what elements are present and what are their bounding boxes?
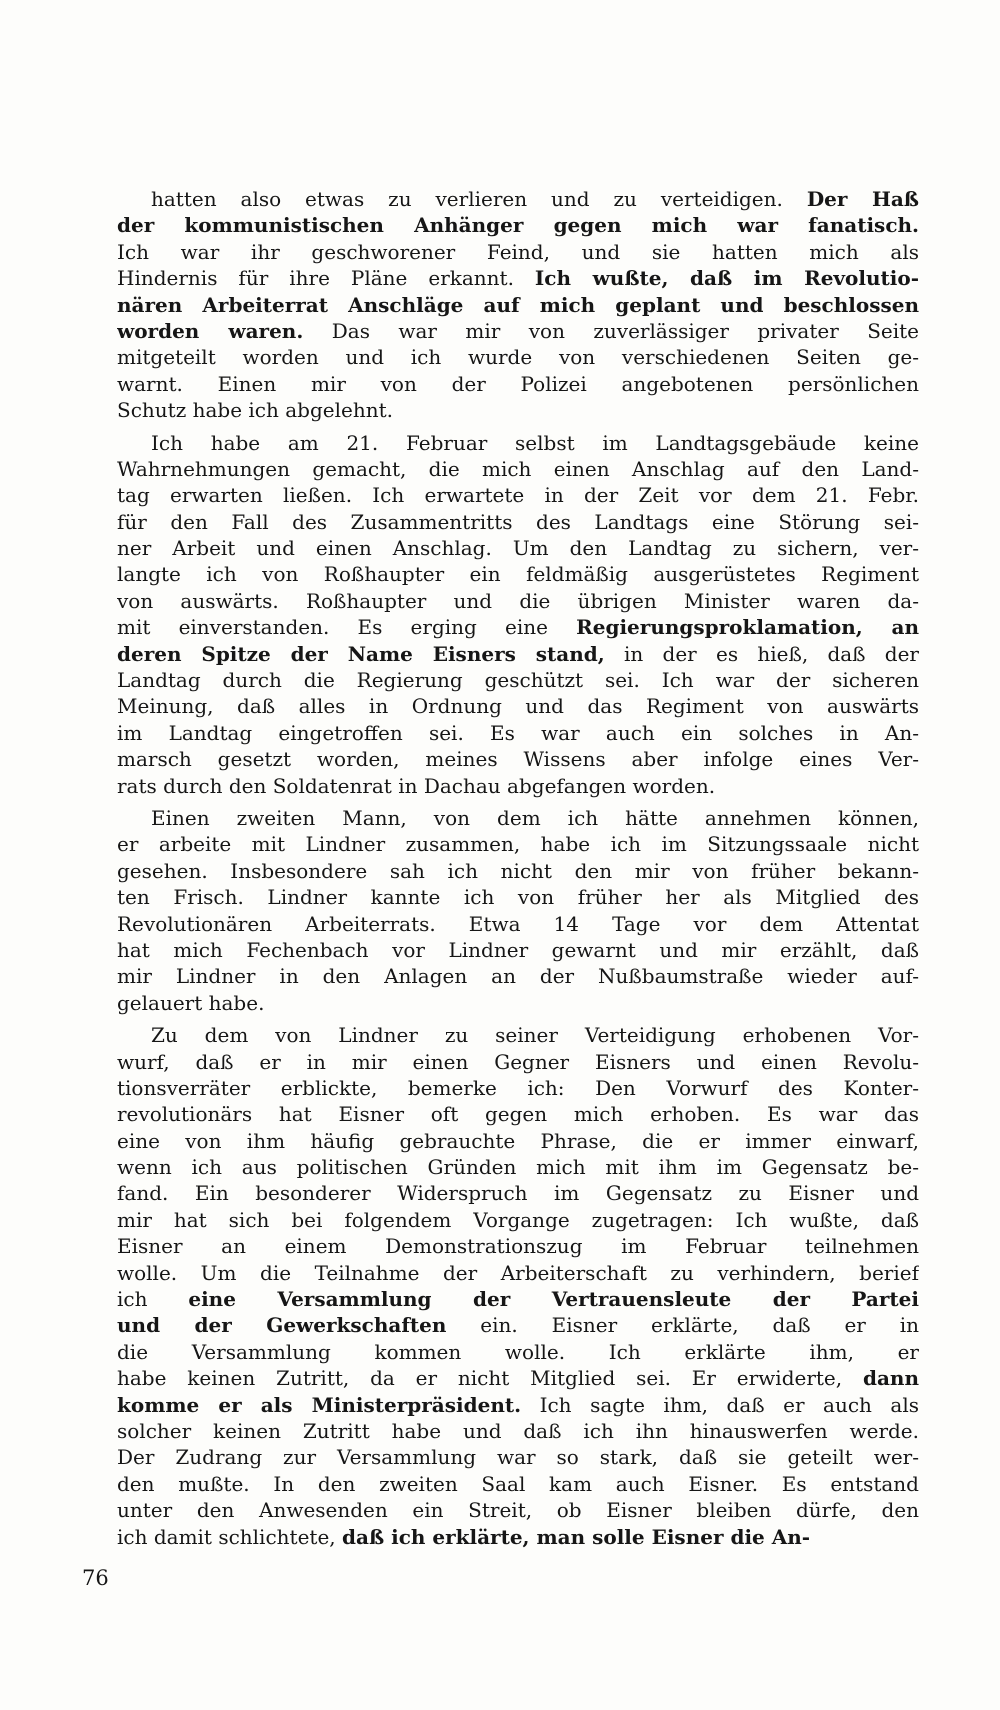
text-segment: Wahrnehmungen gemacht, die mich einen Anschlag auf den Land- xyxy=(117,456,919,481)
text-segment: Hindernis für ihre Pläne erkannt. xyxy=(117,266,535,291)
text-segment: Ich sagte ihm, daß er auch als xyxy=(521,1392,919,1417)
text-segment: revolutionärs hat Eisner oft gegen mich erhoben. Es war das xyxy=(117,1102,919,1127)
paragraph xyxy=(117,430,919,799)
text-line xyxy=(117,535,919,561)
emphasized-text: und der Gewerkschaften xyxy=(117,1313,447,1338)
text-line xyxy=(117,1154,919,1180)
text-segment: Das war mir von zuverlässiger privater Seite xyxy=(303,318,919,343)
text-line xyxy=(117,1418,919,1444)
text-segment: warnt. Einen mir von der Polizei angebotenen persönlichen xyxy=(117,371,919,396)
emphasized-text: komme er als Ministerpräsident. xyxy=(117,1392,522,1417)
text-line xyxy=(117,884,919,910)
text-segment: fand. Ein besonderer Widerspruch im Gegensatz zu Eisner und xyxy=(117,1181,919,1206)
text-line xyxy=(117,456,919,482)
text-line xyxy=(117,1524,919,1550)
text-line xyxy=(117,265,919,291)
text-line xyxy=(117,1207,919,1233)
text-segment: den mußte. In den zweiten Saal kam auch Eisner. Es entstand xyxy=(117,1471,919,1496)
text-segment: Ich war ihr geschworener Feind, und sie hatten mich als xyxy=(117,239,919,264)
emphasized-text: dann xyxy=(862,1366,919,1391)
text-line xyxy=(117,937,919,963)
text-segment: mitgeteilt worden und ich wurde von verschiedenen Seiten ge- xyxy=(117,345,919,370)
emphasized-text: worden waren. xyxy=(117,318,304,343)
text-segment: hat mich Fechenbach vor Lindner gewarnt und mir erzählt, daß xyxy=(117,937,919,962)
text-line xyxy=(117,831,919,857)
text-line xyxy=(117,1022,919,1048)
text-segment: ein. Eisner erklärte, daß er in xyxy=(446,1313,919,1338)
text-line xyxy=(117,1392,919,1418)
text-line xyxy=(117,1128,919,1154)
text-segment: er arbeite mit Lindner zusammen, habe ich im Sitzungssaale nicht xyxy=(117,832,919,857)
text-line xyxy=(117,1180,919,1206)
text-line xyxy=(117,1075,919,1101)
text-line xyxy=(117,186,919,212)
text-segment: tag erwarten ließen. Ich erwartete in der Zeit vor dem 21. Febr. xyxy=(117,483,919,508)
text-line xyxy=(117,720,919,746)
text-line xyxy=(117,212,919,238)
text-segment: gesehen. Insbesondere sah ich nicht den mir von früher bekann- xyxy=(117,858,919,883)
text-segment: ich xyxy=(117,1287,189,1312)
emphasized-text: daß ich erklärte, man solle Eisner die An- xyxy=(342,1524,811,1549)
text-line xyxy=(117,693,919,719)
text-line xyxy=(117,1101,919,1127)
text-line xyxy=(117,1049,919,1075)
text-line xyxy=(117,430,919,456)
emphasized-text: Regierungsproklamation, an xyxy=(576,615,919,640)
text-segment: eine von ihm häufig gebrauchte Phrase, die er immer einwarf, xyxy=(117,1128,919,1153)
text-line xyxy=(117,292,919,318)
paragraph xyxy=(117,805,919,1016)
text-line xyxy=(117,1339,919,1365)
text-line xyxy=(117,805,919,831)
text-segment: wolle. Um die Teilnahme der Arbeiterschaft zu verhindern, berief xyxy=(117,1260,919,1285)
text-segment: von auswärts. Roßhaupter und die übrigen Minister waren da- xyxy=(117,588,919,613)
text-segment: ner Arbeit und einen Anschlag. Um den Landtag zu sichern, ver- xyxy=(117,536,919,561)
text-segment: Zu dem von Lindner zu seiner Verteidigung erhobenen Vor- xyxy=(151,1023,919,1048)
text-segment: mir Lindner in den Anlagen an der Nußbaumstraße wieder auf- xyxy=(117,964,919,989)
text-segment: hatten also etwas zu verlieren und zu verteidigen. xyxy=(151,187,807,211)
text-line xyxy=(117,858,919,884)
text-segment: die Versammlung kommen wolle. Ich erklärte ihm, er xyxy=(117,1339,919,1364)
text-line xyxy=(117,1497,919,1523)
text-segment: ten Frisch. Lindner kannte ich von früher her als Mitglied des xyxy=(117,885,919,910)
text-line xyxy=(117,614,919,640)
text-segment: in der es hieß, daß der xyxy=(604,641,919,666)
text-line xyxy=(117,482,919,508)
text-line xyxy=(117,509,919,535)
text-line xyxy=(117,963,919,989)
text-segment: für den Fall des Zusammentritts des Landtags eine Störung sei- xyxy=(117,509,919,534)
text-segment: langte ich von Roßhaupter ein feldmäßig ausgerüstetes Regiment xyxy=(117,562,919,587)
emphasized-text: Ich wußte, daß im Revolutio- xyxy=(534,266,919,291)
paragraph xyxy=(117,186,919,424)
text-line xyxy=(117,588,919,614)
text-line xyxy=(117,746,919,772)
text-segment: Revolutionären Arbeiterrats. Etwa 14 Tage vor dem Attentat xyxy=(117,911,919,936)
text-line xyxy=(117,911,919,937)
text-segment: Eisner an einem Demonstrationszug im Februar teilnehmen xyxy=(117,1234,919,1259)
text-line xyxy=(117,641,919,667)
text-segment: Ich habe am 21. Februar selbst im Landtagsgebäude keine xyxy=(151,430,919,455)
text-segment: Landtag durch die Regierung geschützt sei. Ich war der sicheren xyxy=(117,668,919,693)
page-number: 76 xyxy=(82,1566,109,1590)
text-line xyxy=(117,1286,919,1312)
text-line xyxy=(117,773,919,799)
text-line xyxy=(117,318,919,344)
text-line xyxy=(117,561,919,587)
text-segment: Schutz habe ich abgelehnt. xyxy=(117,398,393,423)
emphasized-text: Der Haß xyxy=(806,187,919,211)
text-line xyxy=(117,1471,919,1497)
text-line xyxy=(117,371,919,397)
text-line xyxy=(117,1312,919,1338)
text-line xyxy=(117,667,919,693)
text-segment: Einen zweiten Mann, von dem ich hätte annehmen können, xyxy=(151,805,919,830)
emphasized-text: deren Spitze der Name Eisners stand, xyxy=(117,641,605,666)
text-segment: wurf, daß er in mir einen Gegner Eisners und einen Revolu- xyxy=(117,1049,919,1074)
text-segment: rats durch den Soldatenrat in Dachau abgefangen worden. xyxy=(117,773,716,798)
text-segment: Der Zudrang zur Versammlung war so stark, daß sie geteilt wer- xyxy=(117,1445,919,1470)
paragraph xyxy=(117,1022,919,1550)
text-segment: tionsverräter erblickte, bemerke ich: Den Vorwurf des Konter- xyxy=(117,1075,919,1100)
text-line xyxy=(117,990,919,1016)
text-segment: mit einverstanden. Es erging eine xyxy=(117,615,577,640)
emphasized-text: der kommunistischen Anhänger gegen mich war fanatisch. xyxy=(117,213,919,238)
text-line xyxy=(117,397,919,423)
text-segment: solcher keinen Zutritt habe und daß ich ihn hinauswerfen werde. xyxy=(117,1418,919,1443)
text-line xyxy=(117,1260,919,1286)
text-segment: unter den Anwesenden ein Streit, ob Eisner bleiben dürfe, den xyxy=(117,1498,919,1523)
text-segment: im Landtag eingetroffen sei. Es war auch ein solches in An- xyxy=(117,720,919,745)
body-text xyxy=(117,186,919,1550)
text-line xyxy=(117,1233,919,1259)
emphasized-text: eine Versammlung der Vertrauensleute der Partei xyxy=(188,1287,919,1312)
text-segment: mir hat sich bei folgendem Vorgange zugetragen: Ich wußte, daß xyxy=(117,1207,919,1232)
text-segment: gelauert habe. xyxy=(117,990,265,1015)
text-line xyxy=(117,1365,919,1391)
text-segment: marsch gesetzt worden, meines Wissens aber infolge eines Ver- xyxy=(117,747,919,772)
text-line xyxy=(117,344,919,370)
text-segment: ich damit schlichtete, xyxy=(117,1524,342,1549)
text-line xyxy=(117,1444,919,1470)
text-line xyxy=(117,239,919,265)
text-segment: wenn ich aus politischen Gründen mich mit ihm im Gegensatz be- xyxy=(117,1155,919,1180)
text-segment: habe keinen Zutritt, da er nicht Mitglied sei. Er erwiderte, xyxy=(117,1366,863,1391)
text-segment: Meinung, daß alles in Ordnung und das Regiment von auswärts xyxy=(117,694,919,719)
emphasized-text: nären Arbeiterrat Anschläge auf mich geplant und beschlossen xyxy=(117,292,919,317)
